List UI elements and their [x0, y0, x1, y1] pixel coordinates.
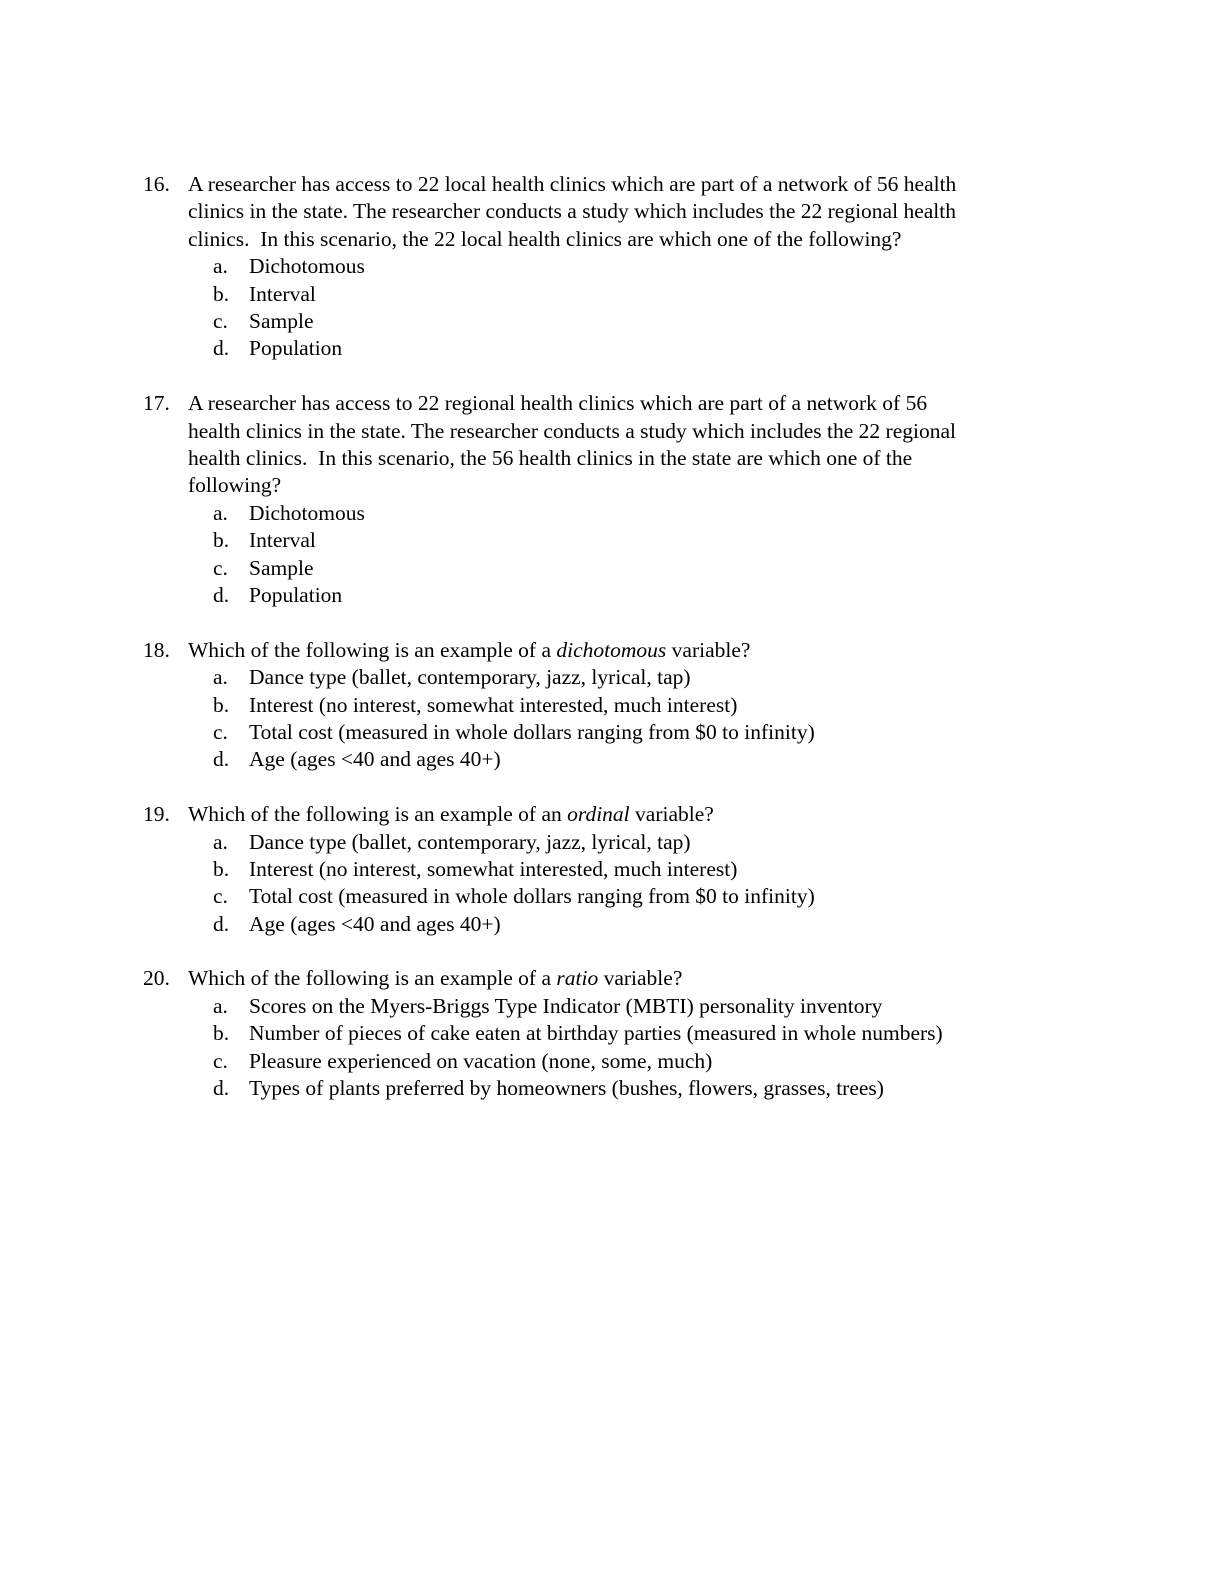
stem-line: clinics in the state. The researcher conducts a study which includes the 22 regional health — [188, 199, 956, 224]
stem-text: variable? — [666, 637, 751, 662]
option-a — [0, 500, 1224, 527]
question-19 — [0, 801, 1224, 938]
question-number: 18. — [143, 637, 170, 662]
answer-options — [0, 829, 1224, 939]
option-text: Interval — [249, 281, 316, 306]
option-letter: a. — [213, 829, 228, 854]
option-letter: b. — [213, 856, 230, 881]
option-letter: b. — [213, 692, 230, 717]
stem-line: A researcher has access to 22 regional health clinics which are part of a network of 56 — [188, 391, 928, 416]
option-b — [0, 281, 1224, 308]
option-c — [0, 883, 1224, 910]
stem-text: variable? — [629, 802, 714, 827]
question-stem — [188, 801, 1048, 828]
option-letter: d. — [213, 911, 230, 936]
question-20 — [0, 965, 1224, 1102]
question-number: 20. — [143, 966, 170, 991]
option-letter: c. — [213, 1048, 228, 1073]
option-a — [0, 664, 1224, 691]
option-a — [0, 993, 1224, 1020]
option-text: Pleasure experienced on vacation (none, some, much) — [249, 1048, 713, 1073]
question-18 — [0, 637, 1224, 774]
question-list — [0, 171, 1224, 1130]
question-16 — [0, 171, 1224, 363]
stem-line: clinics. In this scenario, the 22 local health clinics are which one of the following? — [188, 226, 902, 251]
option-letter: c. — [213, 719, 228, 744]
stem-text: variable? — [598, 966, 683, 991]
option-text: Sample — [249, 555, 314, 580]
answer-options — [0, 500, 1224, 610]
option-d — [0, 746, 1224, 773]
option-a — [0, 829, 1224, 856]
option-letter: a. — [213, 993, 228, 1018]
stem-text: Which of the following is an example of a — [188, 637, 557, 662]
option-b — [0, 527, 1224, 554]
option-text: Population — [249, 336, 343, 361]
option-c — [0, 1048, 1224, 1075]
option-text: Age (ages <40 and ages 40+) — [249, 911, 501, 936]
question-stem — [188, 171, 1048, 253]
option-text: Sample — [249, 309, 314, 333]
option-text: Interest (no interest, somewhat interested, much interest) — [249, 692, 738, 717]
option-text: Dichotomous — [249, 500, 365, 525]
option-letter: c. — [213, 309, 228, 333]
option-b — [0, 1020, 1224, 1047]
stem-text: Which of the following is an example of a — [188, 966, 557, 991]
option-a — [0, 253, 1224, 280]
option-text: Types of plants preferred by homeowners (bushes, flowers, grasses, trees) — [249, 1076, 884, 1101]
option-letter: d. — [213, 336, 230, 361]
option-letter: c. — [213, 884, 228, 909]
option-letter: d. — [213, 582, 230, 607]
answer-options — [0, 993, 1224, 1103]
option-b — [0, 692, 1224, 719]
question-number: 19. — [143, 802, 170, 827]
option-text: Interest (no interest, somewhat interested, much interest) — [249, 856, 738, 881]
stem-line: following? — [188, 473, 282, 498]
option-letter: a. — [213, 254, 228, 279]
option-letter: a. — [213, 665, 228, 690]
option-text: Total cost (measured in whole dollars ranging from $0 to infinity) — [249, 884, 815, 909]
option-text: Dance type (ballet, contemporary, jazz, lyrical, tap) — [249, 665, 691, 690]
option-letter: b. — [213, 281, 230, 306]
option-d — [0, 1075, 1224, 1102]
stem-line: health clinics in the state. The researcher conducts a study which includes the 22 regional — [188, 418, 956, 443]
option-letter: d. — [213, 1076, 230, 1101]
stem-line: A researcher has access to 22 local health clinics which are part of a network of 56 health — [188, 172, 957, 196]
question-stem — [188, 390, 1048, 500]
option-text: Age (ages <40 and ages 40+) — [249, 747, 501, 772]
option-text: Dance type (ballet, contemporary, jazz, lyrical, tap) — [249, 829, 691, 854]
question-17 — [0, 390, 1224, 609]
option-d — [0, 911, 1224, 938]
question-number: 17. — [143, 391, 170, 416]
question-number: 16. — [143, 172, 170, 196]
answer-options — [0, 253, 1224, 363]
option-text: Dichotomous — [249, 254, 365, 279]
stem-line: health clinics. In this scenario, the 56 health clinics in the state are which one of the — [188, 445, 913, 470]
option-letter: a. — [213, 500, 228, 525]
option-d — [0, 335, 1224, 362]
stem-emphasis: dichotomous — [556, 637, 667, 662]
option-text: Total cost (measured in whole dollars ranging from $0 to infinity) — [249, 719, 815, 744]
option-text: Population — [249, 582, 343, 607]
option-letter: d. — [213, 747, 230, 772]
option-text: Scores on the Myers-Briggs Type Indicator (MBTI) personality inventory — [249, 993, 883, 1018]
stem-emphasis: ratio — [556, 966, 599, 991]
stem-text: Which of the following is an example of an — [188, 802, 568, 827]
option-text: Number of pieces of cake eaten at birthday parties (measured in whole numbers) — [249, 1021, 943, 1046]
option-c — [0, 555, 1224, 582]
answer-options — [0, 664, 1224, 774]
option-letter: b. — [213, 528, 230, 553]
option-c — [0, 308, 1224, 335]
stem-emphasis: ordinal — [567, 802, 630, 827]
option-b — [0, 856, 1224, 883]
question-stem — [188, 965, 1048, 992]
option-letter: c. — [213, 555, 228, 580]
option-text: Interval — [249, 528, 316, 553]
question-stem — [188, 637, 1048, 664]
option-letter: b. — [213, 1021, 230, 1046]
option-d — [0, 582, 1224, 609]
option-c — [0, 719, 1224, 746]
